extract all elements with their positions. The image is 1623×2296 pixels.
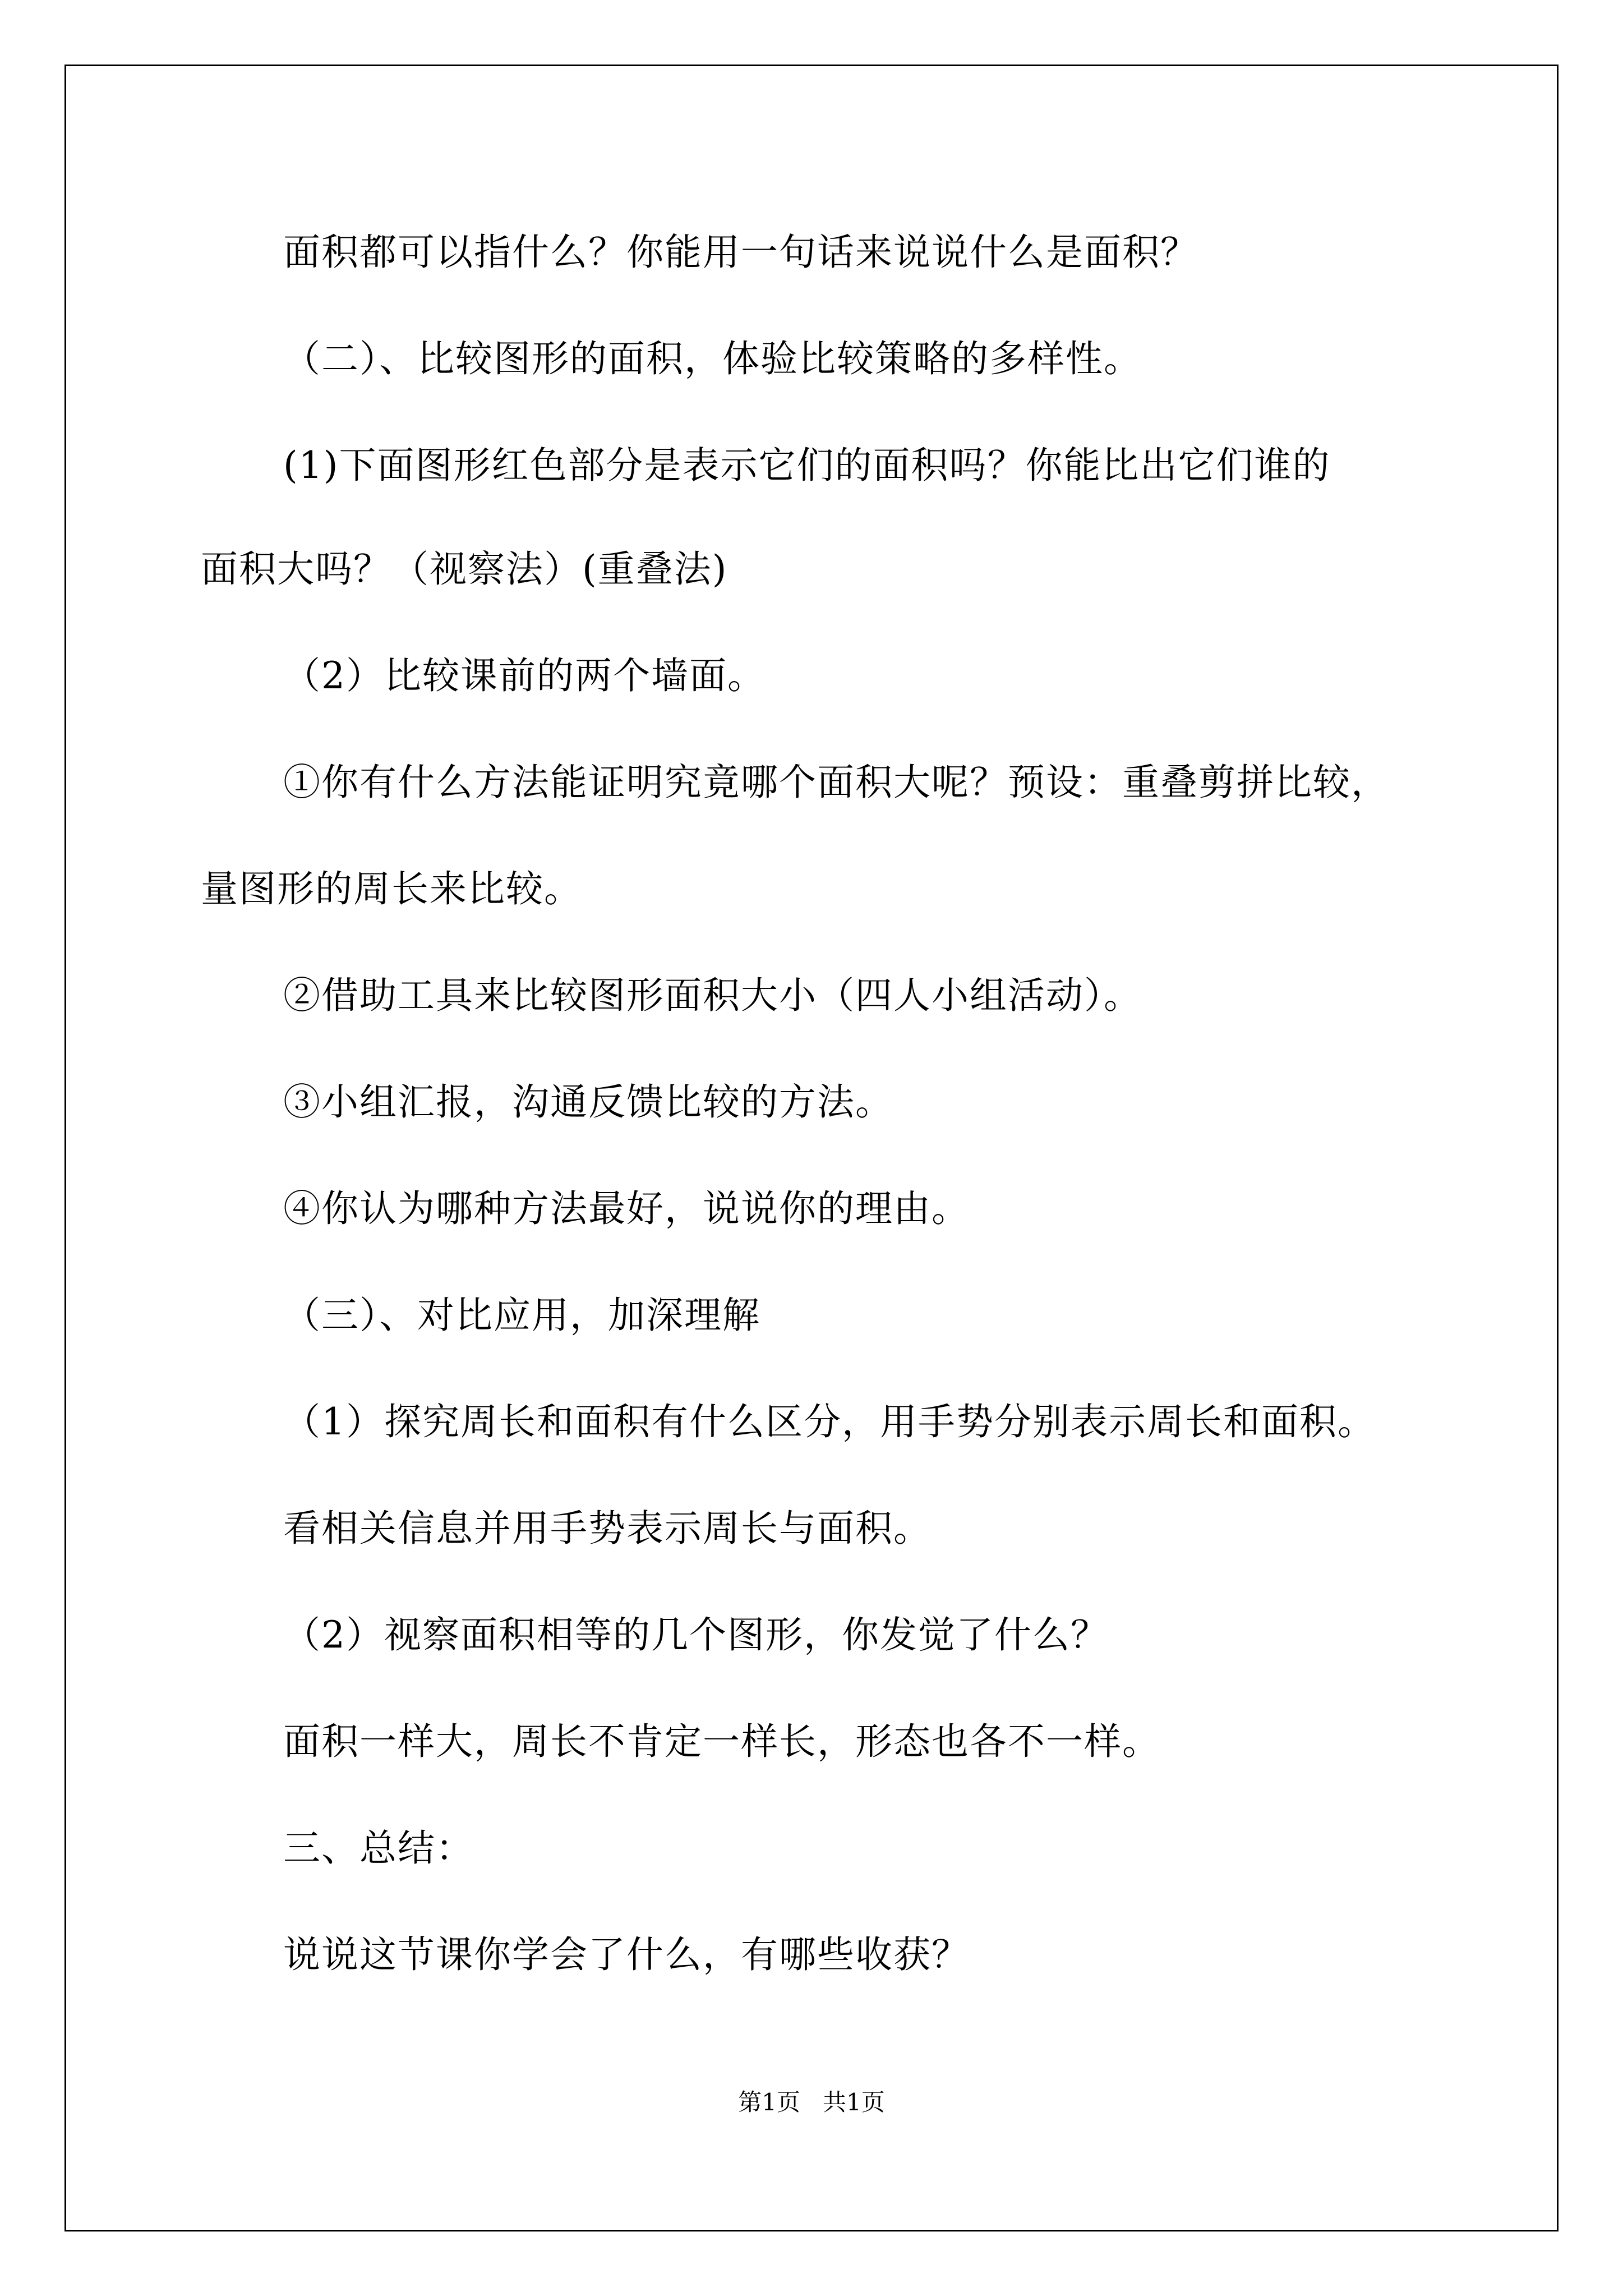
text-line: （2）比较课前的两个墙面。	[283, 654, 766, 697]
text-line: ①你有什么方法能证明究竟哪个面积大呢？预设：重叠剪拼比较，	[283, 761, 1389, 804]
text-line: 面积大吗？（视察法）(重叠法)	[201, 547, 728, 591]
text-line: 面积都可以指什么？你能用一句话来说说什么是面积？	[283, 231, 1198, 274]
text-line: ②借助工具来比较图形面积大小（四人小组活动）。	[283, 974, 1142, 1017]
text-line: （二）、比较图形的面积，体验比较策略的多样性。	[283, 337, 1142, 380]
text-line: （1）探究周长和面积有什么区分，用手势分别表示周长和面积。	[283, 1400, 1376, 1443]
text-line: 说说这节课你学会了什么，有哪些收获？	[283, 1933, 970, 1976]
page-footer: 第1页 共1页	[738, 2088, 885, 2116]
text-line: (1)下面图形红色部分是表示它们的面积吗？你能比出它们谁的	[283, 444, 1331, 487]
text-line: （2）视察面积相等的几个图形，你发觉了什么？	[283, 1613, 1109, 1657]
text-line: ④你认为哪种方法最好，说说你的理由。	[283, 1187, 970, 1230]
text-line: 量图形的周长来比较。	[201, 867, 582, 910]
text-line: 看相关信息并用手势表示周长与面积。	[283, 1507, 932, 1550]
text-line: 三、总结：	[283, 1826, 474, 1870]
text-line: ③小组汇报，沟通反馈比较的方法。	[283, 1080, 893, 1124]
text-line: 面积一样大，周长不肯定一样长，形态也各不一样。	[283, 1720, 1160, 1763]
text-line: （三）、对比应用，加深理解	[283, 1294, 760, 1337]
page-border	[64, 65, 1559, 2231]
